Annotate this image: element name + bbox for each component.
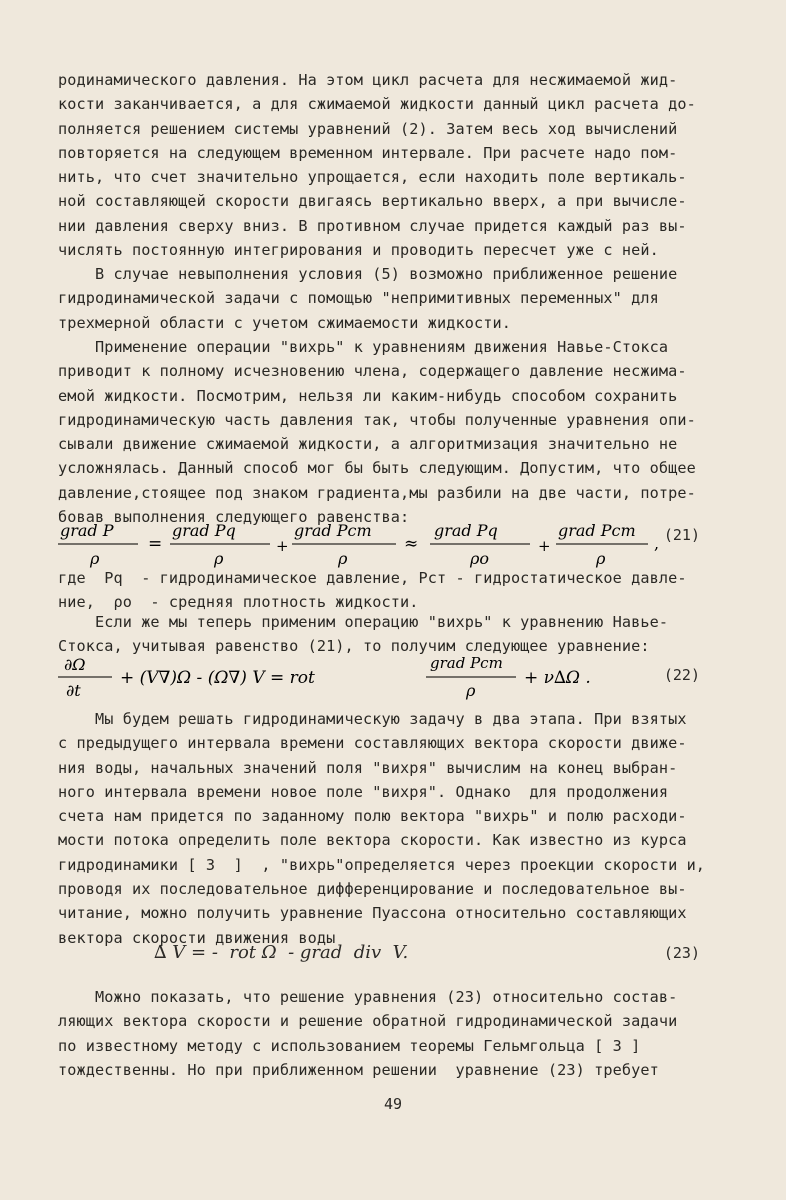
text-line: проводя их последовательное дифференцирование и последовательное вы-	[58, 880, 687, 899]
text-line: полняется решением системы уравнений (2). Затем весь ход вычислений	[58, 119, 678, 138]
text-line: сывали движение сжимаемой жидкости, а алгоритмизация значительно не	[58, 435, 678, 454]
text-line: мости потока определить поле вектора скорости. Как известно из курса	[58, 831, 687, 850]
text-line: нии давления сверху вниз. В противном случае придется каждый раз вы-	[58, 216, 687, 235]
equation-22-number: (22)	[663, 666, 700, 684]
eq21-comma: ,	[654, 534, 660, 553]
text-line: по известному методу с использованием теоремы Гельмгольца [ 3 ]	[58, 1036, 641, 1055]
eq21-t4-den: ρo	[470, 549, 490, 568]
paragraph-3	[58, 335, 748, 529]
eq21-t5-num: grad Pст	[558, 521, 636, 540]
eq21-t5-den: ρ	[596, 549, 606, 568]
text-line: Мы будем решать гидродинамическую задачу в два этапа. При взятых	[58, 710, 687, 728]
page-number: 49	[383, 1095, 403, 1113]
eq22-t2-den: ρ	[466, 681, 476, 700]
eq21-t1-den: ρ	[90, 549, 100, 568]
paragraph-7	[58, 985, 748, 1082]
text-line: Можно показать, что решение уравнения (23) относительно состав-	[58, 988, 678, 1006]
text-line: числять постоянную интегрирования и проводить пересчет уже с ней.	[58, 241, 659, 260]
equation-23-number: (23)	[663, 944, 700, 962]
text-line: приводит к полному исчезновению члена, содержащего давление несжима-	[58, 362, 687, 381]
equation-21	[58, 518, 748, 566]
eq21-t3-num: grad Pст	[294, 521, 372, 540]
text-line: повторяется на следующем временном интервале. При расчете надо пом-	[58, 143, 678, 162]
text-line: ляющих вектора скорости и решение обратной гидродинамической задачи	[58, 1012, 678, 1031]
eq21-t2-num: grad Pq	[172, 521, 236, 540]
text-line: трехмерной области с учетом сжимаемости жидкости.	[58, 313, 511, 332]
eq21-op-plus2: +	[538, 537, 551, 555]
text-line: гидродинамической задачи с помощью "непримитивных переменных" для	[58, 289, 659, 308]
text-line: нить, что счет значительно упрощается, если находить поле вертикаль-	[58, 168, 687, 187]
equation-23-expression: ∆ V = - rot Ω - grad div V.	[154, 942, 409, 963]
text-line: счета нам придется по заданному полю вектора "вихрь" и полю расходи-	[58, 807, 687, 826]
paragraph-2	[58, 262, 748, 335]
eq21-t4-num: grad Pq	[434, 521, 498, 540]
text-line: Если же мы теперь применим операцию "вихрь" к уравнению Навье-	[58, 613, 669, 631]
text-line: ного интервала времени новое поле "вихря". Однако для продолжения	[58, 782, 669, 801]
equation-21-body	[58, 518, 658, 566]
equation-22	[58, 652, 748, 700]
eq22-t1-den: ∂t	[66, 681, 81, 700]
eq21-t3-den: ρ	[338, 549, 348, 568]
text-line: ние, ρo - средняя плотность жидкости.	[58, 593, 419, 612]
text-line: ния воды, начальных значений поля "вихря" вычислим на конец выбран-	[58, 758, 678, 777]
eq21-op-approx: ≈	[404, 534, 419, 554]
text-line: гидродинамики [ 3 ] , "вихрь"определяется через проекции скорости и,	[58, 855, 706, 874]
equation-22-body	[58, 652, 638, 700]
eq22-t1-num: ∂Ω	[64, 655, 86, 674]
eq21-t1-num: grad P	[60, 521, 114, 540]
paragraph-1	[58, 68, 748, 262]
text-line: с предыдущего интервала времени составляющих вектора скорости движе-	[58, 734, 687, 753]
eq22-mid: + (V∇)Ω - (Ω∇) V = rot	[120, 668, 315, 688]
text-line: Применение операции "вихрь" к уравнениям движения Навье-Стокса	[58, 338, 669, 356]
eq21-t2-den: ρ	[214, 549, 224, 568]
text-line: емой жидкости. Посмотрим, нельзя ли каким-нибудь способом сохранить	[58, 386, 678, 405]
text-line: ной составляющей скорости двигаясь вертикально вверх, а при вычисле-	[58, 192, 687, 211]
text-line: усложнялась. Данный способ мог бы быть следующим. Допустим, что общее	[58, 459, 696, 478]
eq21-op-plus: +	[276, 537, 289, 555]
eq21-op-eq: =	[148, 534, 163, 554]
paragraph-4	[58, 566, 748, 615]
text-line: читание, можно получить уравнение Пуассона относительно составляющих	[58, 904, 687, 923]
text-line: давление,стоящее под знаком градиента,мы разбили на две части, потре-	[58, 483, 696, 502]
text-line: родинамического давления. На этом цикл расчета для несжимаемой жид-	[58, 71, 678, 89]
text-line: гидродинамическую часть давления так, чтобы полученные уравнения опи-	[58, 410, 696, 429]
text-line: кости заканчивается, а для сжимаемой жидкости данный цикл расчета до-	[58, 95, 696, 114]
text-line: где Pq - гидродинамическое давление, Pст - гидростатическое давле-	[58, 569, 687, 587]
text-line: бовав выполнения следующего равенства:	[58, 508, 410, 527]
eq22-tail: + ν∆Ω .	[524, 668, 591, 688]
eq22-t2-num: grad Pст	[430, 654, 503, 672]
text-line: В случае невыполнения условия (5) возможно приближенное решение	[58, 265, 678, 283]
text-line: Стокса, учитывая равенство (21), то получим следующее уравнение:	[58, 637, 650, 656]
text-line: тождественны. Но при приближенном решении уравнение (23) требует	[58, 1060, 659, 1079]
equation-21-number: (21)	[663, 526, 700, 544]
paragraph-6	[58, 707, 748, 950]
equation-23	[58, 938, 748, 972]
text-line: вектора скорости движения воды	[58, 928, 336, 947]
